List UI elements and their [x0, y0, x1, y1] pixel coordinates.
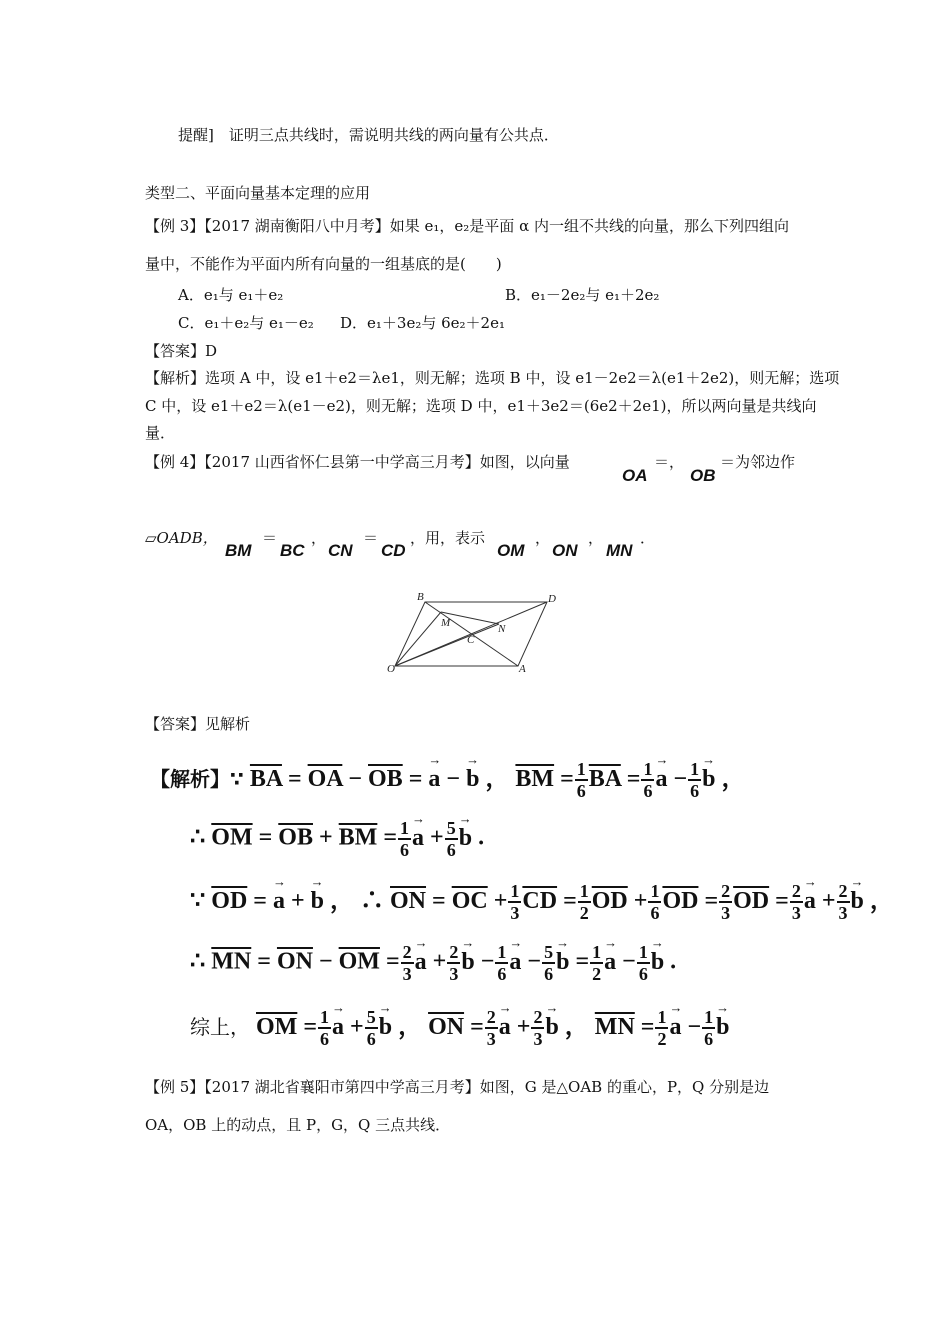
example3-line2: 量中，不能作为平面内所有向量的一组基底的是( ): [145, 255, 502, 273]
example3-analysis-3: 量．: [145, 424, 176, 442]
vector-bc-label: BC: [280, 541, 305, 560]
segment-om: [395, 612, 441, 666]
summary-label: 综上，: [190, 1015, 250, 1039]
vector-cd-label: CD: [381, 541, 406, 560]
solution-prefix: 【解析】∵: [150, 767, 244, 791]
example5-line2: OA，OB 上的动点，且 P，G，Q 三点共线．: [145, 1116, 451, 1134]
vector-bm-label: BM: [225, 541, 252, 560]
point-n-label: N: [498, 623, 506, 635]
tip-text: 提醒] 证明三点共线时，需说明共线的两向量有公共点．: [178, 126, 559, 144]
solution-line-2: ∴ $\overline{OM} = \overline{OB} + \overline{BM}$ = $\frac{1}{6}$ → a + $\frac{5}{6}$ → b .: [190, 818, 484, 860]
point-c-label: C: [467, 634, 475, 646]
example4-eq3: ＝: [262, 529, 278, 547]
example4-line1: 【例 4】【2017 山西省怀仁县第一中学高三月考】如图，以向量: [145, 453, 570, 471]
solution-line-1: 【解析】∵ $\overline{BA} = \overline{OA} - \overline{OB}$ = → a − → b ， $\overline{BM}$ = $\frac{1}{6}$ $\overline{BA}$ = $\frac{1}{6}$ → a − $\frac{1}{6}$ → b ，: [150, 758, 746, 801]
example3-option-d: D．e₁＋3e₂与 6e₂＋2e₁: [340, 314, 505, 332]
therefore-symbol-1: ∴: [190, 824, 206, 851]
solution-line-3: ∵ $\overline{OD}$ = → a + → b ， ∴ $\overline{ON} = \overline{OC}$ + $\frac{1}{3}$ $\overline{CD}$ = $\frac{1}{2}$ $\overline{OD}$ + $\frac{1}{6}$ $\overline{OD}$ = $\frac{2}{3}$ $\overline{OD}$ = $\frac{2}{3}$ → a + $\frac{2}{3}$ → b ，: [190, 880, 894, 923]
example3-option-a: A．e₁与 e₁＋e₂: [178, 286, 284, 304]
example3-analysis-1: 【解析】选项 A 中，设 e1＋e2＝λe1，则无解；选项 B 中，设 e1－2e2＝λ(e1＋2e2)，则无解；选项: [145, 369, 840, 387]
segment-on: [395, 624, 499, 666]
solution-line-4: ∴ $\overline{MN} = \overline{ON} - \overline{OM}$ = $\frac{2}{3}$ → a + $\frac{2}{3}$ → b − $\frac{1}{6}$ → a − $\frac{5}{6}$ → b = $\frac{1}{2}$ → a − $\frac{1}{6}$ → b .: [190, 942, 676, 984]
example4-line2-start: ▱OADB，: [145, 529, 218, 547]
vector-on-label: ON: [552, 541, 578, 560]
solution-summary: 综上， $\overline{OM}$ = $\frac{1}{6}$ → a + $\frac{5}{6}$ → b ， $\overline{ON}$ = $\frac{2}{3}$ → a + $\frac{2}{3}$ → b ， $\overline{MN}$ = $\frac{1}{2}$ → a − $\frac{1}{6}$ → b: [190, 1006, 730, 1049]
vector-ob-label: OB: [690, 466, 716, 485]
example4-mid: ，用，表示: [410, 529, 486, 547]
example3-option-c: C．e₁＋e₂与 e₁－e₂: [178, 314, 314, 332]
example3-option-b: B．e₁－2e₂与 e₁＋2e₂: [505, 286, 660, 304]
example3-line1: 【例 3】【2017 湖南衡阳八中月考】如果 e₁，e₂是平面 α 内一组不共线的向量，那么下列四组向: [145, 217, 789, 235]
point-a-label: A: [519, 663, 526, 675]
example4-end: ．: [640, 529, 656, 547]
section-title: 类型二、平面向量基本定理的应用: [145, 184, 371, 202]
example4-eq4: ＝: [363, 529, 379, 547]
example4-comma2: ，: [535, 529, 551, 547]
example3-analysis-2: C 中，设 e1＋e2＝λ(e1－e2)，则无解；选项 D 中，e1＋3e2＝(6e2＋2e1)，所以两向量是共线向: [145, 397, 817, 415]
point-b-label: B: [417, 591, 424, 603]
example4-eq1: ＝，: [654, 453, 685, 471]
point-o-label: O: [387, 663, 395, 675]
point-m-label: M: [441, 617, 451, 629]
example3-answer: 【答案】D: [145, 342, 218, 360]
example4-comma1: ，: [311, 529, 327, 547]
parallelogram-figure: [385, 588, 565, 678]
example4-answer: 【答案】见解析: [145, 715, 251, 733]
example5-line1: 【例 5】【2017 湖北省襄阳市第四中学高三月考】如图，G 是△OAB 的重心，P，Q 分别是边: [145, 1078, 770, 1096]
therefore-symbol-2: ∴: [190, 948, 206, 975]
example4-comma3: ，: [588, 529, 604, 547]
example4-eq2: ＝为邻边作: [720, 453, 796, 471]
vector-cn-label: CN: [328, 541, 353, 560]
vector-mn-label: MN: [606, 541, 633, 560]
because-symbol: ∵: [190, 888, 206, 914]
vector-om-label: OM: [497, 541, 525, 560]
point-d-label: D: [548, 593, 556, 605]
vector-oa-label: OA: [622, 466, 648, 485]
